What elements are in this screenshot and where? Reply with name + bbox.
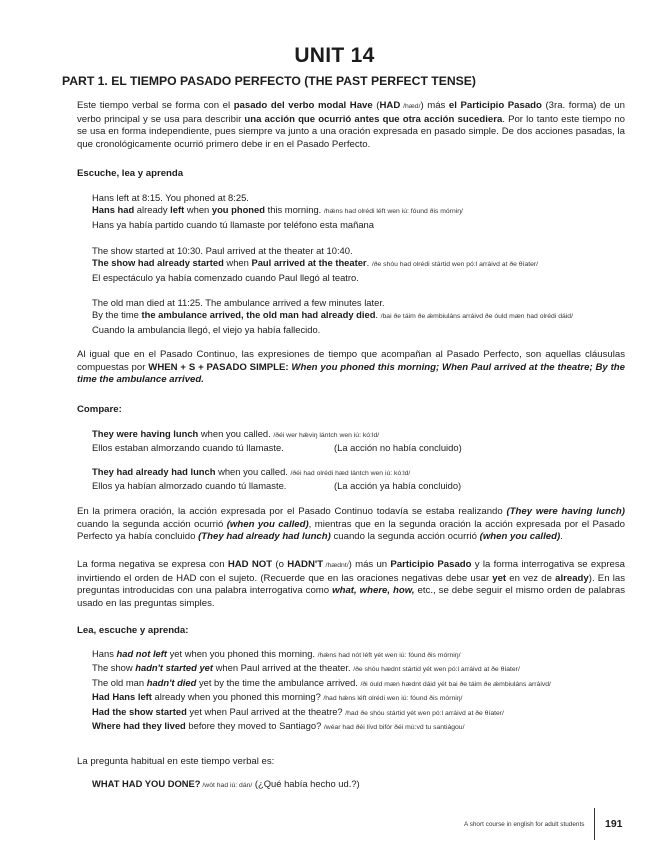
negative-paragraph: La forma negativa se expresa con HAD NOT (o HADN'T /hædnt/) más un Participio Pasado y la forma interrogativa se expresa invirtiendo el orden de HAD con el sujeto. (Recuerde que en las oraciones negativas debe usar yet en vez de already). En las preguntas introducidas con una palabra interrogativa como what, where, how, etc., se debe seguir el mismo orden de palabras usado en las preguntas simples. <box>77 559 626 609</box>
heading-listen: Escuche, lea y aprenda <box>77 168 184 179</box>
heading-read: Lea, escuche y aprenda: <box>77 625 189 636</box>
final-question: WHAT HAD YOU DONE? /wót had iú: dán/ (¿Qué había hecho ud.?) <box>92 778 360 789</box>
example-2: The show started at 10:30. Paul arrived at the theater at 10:40. The show had already started when Paul arrived at the theater. /ðe shóu had olrédi stártid wen pó:l arráivd at ðe θíater/ El espectáculo ya había comenzado cuando Paul llegó al teatro. <box>92 245 539 283</box>
heading-compare: Compare: <box>77 404 122 415</box>
part-title: PART 1. EL TIEMPO PASADO PERFECTO (THE PAST PERFECT TENSE) <box>62 74 476 88</box>
compare-2: They had already had lunch when you called. /ðéi had olrédi hæd lántch wen iú: kó:ld/ Ellos ya habían almorzado cuando tú llamaste. (La acción ya había concluido) <box>92 466 462 492</box>
page-number: 191 <box>605 818 623 830</box>
intro-paragraph: Este tiempo verbal se forma con el pasado del verbo modal Have (HAD /hæd/) más el Participio Pasado (3ra. forma) de un verbo principal y se usa para describir una acción que ocurrió antes que otra acción sucediera. Por lo tanto este tiempo no se usa en forma independiente, pues siempre va junto a una oración expresada en pasado simple. De dos acciones pasadas, la que cronológicamente ocurrió primero debe ir en el Pasado Perfecto. <box>77 100 625 150</box>
example-3: The old man died at 11:25. The ambulance arrived a few minutes later. By the time the ambulance arrived, the old man had already died. /bai ðe táim ðe ǽmbiuláns arráivd ðe óuld mæn had olrédi dáid/ Cuando la ambulancia llegó, el viejo ya había fallecido. <box>92 297 573 335</box>
footer-divider <box>594 808 595 840</box>
footer-text: A short course in english for adult students <box>464 821 585 828</box>
continuo-paragraph: Al igual que en el Pasado Continuo, las expresiones de tiempo que acompañan al Pasado Perfecto, son aquellas cláusulas compuestas por WHEN + S + PASADO SIMPLE: When you phoned this morning; When Paul arrived at the theatre; By the time the ambulance arrived. <box>77 349 625 386</box>
negative-examples: Hans had not left yet when you phoned this morning. /hǽns had nót léft yét wen iú: fóund ðis mórniŋ/ The show hadn't started yet when Paul arrived at the theater. /ðe shóu hædnt stártid yét wen pó:l arráivd at ðe θíater/ The old man hadn't died yet by the time the ambulance arrived. /ði óuld mæn hædnt dáid yét bai ðe táim ðe ǽmbiuláns arráivd/ Had Hans left already when you phoned this morning? /had hǽns léft olrédi wen iú: fóund ðis mórniŋ/ Had the show started yet when Paul arrived at the theatre? /had ðe shóu stártid yét wen pó:l arráivd at ðe θíater/ Where had they lived before they moved to Santiago? /wéar had ðéi lívd bifór ðéi mú:vd tu santiágou/ <box>92 648 551 732</box>
unit-title: UNIT 14 <box>294 44 375 67</box>
explain-paragraph: En la primera oración, la acción expresada por el Pasado Continuo todavía se estaba realizando (They were having lunch) cuando la segunda acción ocurrió (when you called), mientras que en la segunda oración la acción expresada por el Pasado Perfecto ya había concluido (They had already had lunch) cuando la segunda acción ocurrió (when you called). <box>77 506 626 543</box>
compare-1: They were having lunch when you called. /ðéi wer hǽviŋ lántch wen iú: kó:ld/ Ellos estaban almorzando cuando tú llamaste. (La acción no había concluido) <box>92 428 462 454</box>
example-1: Hans left at 8:15. You phoned at 8:25. Hans had already left when you phoned this morning. /hǽns had olrédi léft wen iú: fóund ðis mórniŋ/ Hans ya había partido cuando tú llamaste por teléfono esta mañana <box>92 192 463 230</box>
question-intro: La pregunta habitual en este tiempo verbal es: <box>77 756 275 767</box>
